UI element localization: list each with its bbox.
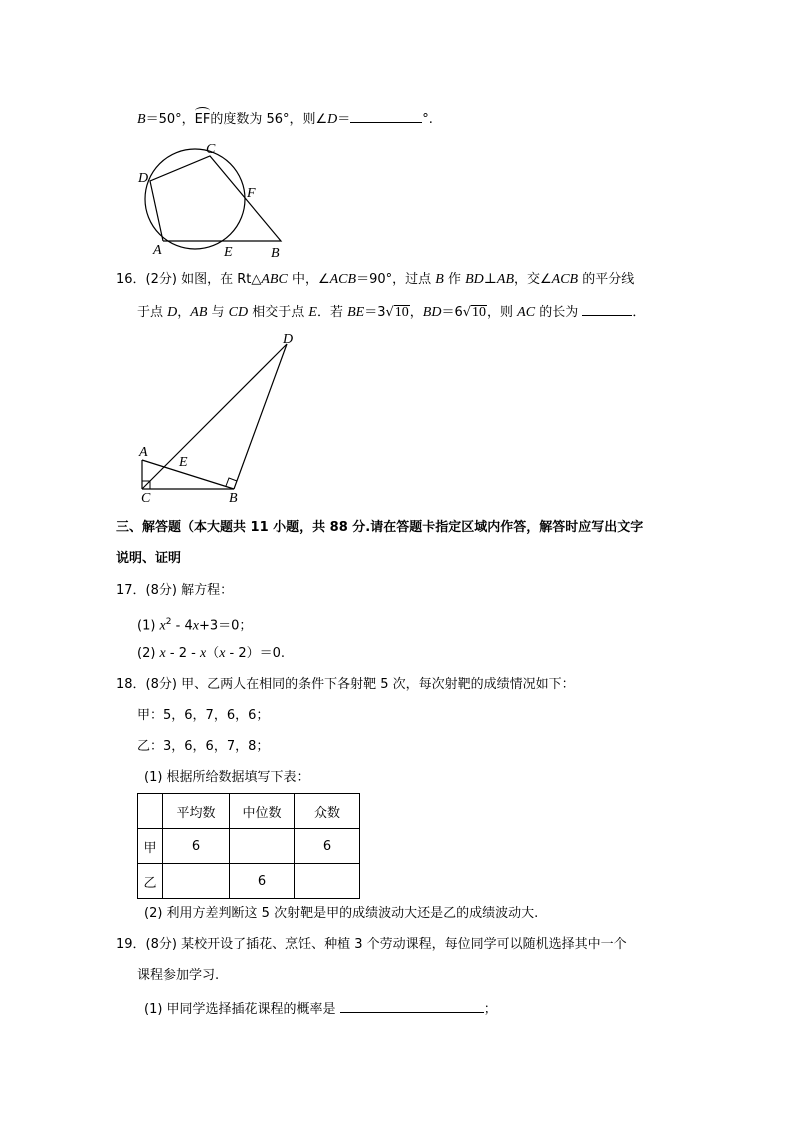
q19-line2: 课程参加学习. — [137, 968, 220, 983]
table-cell: 6 — [230, 864, 295, 899]
q15-label-e: E — [224, 245, 233, 260]
table-header-cell: 众数 — [295, 794, 360, 829]
q15-label-a: A — [153, 243, 162, 258]
q15-var-d: D — [327, 112, 338, 127]
q16-l2-e: ．若 — [316, 305, 348, 320]
q17-x1: x — [159, 618, 166, 634]
q16-radical1: √10 — [385, 305, 409, 320]
q16-l2-k: ． — [632, 305, 646, 320]
table-cell[interactable] — [163, 864, 230, 899]
table-row — [138, 829, 360, 864]
q16-ac: AC — [517, 305, 536, 320]
table-header-cell: 平均数 — [163, 794, 230, 829]
q17-x2: x — [192, 618, 199, 634]
q16-text-a: 16．(2分) 如图，在 Rt△ — [116, 272, 262, 287]
table-cell: 甲 — [138, 829, 163, 864]
table-cell: 乙 — [138, 864, 163, 899]
q16-l2-d: 相交于点 — [248, 305, 309, 320]
q15-mid: 的度数为 56°，则∠ — [210, 112, 328, 127]
q16-label-e: E — [179, 455, 188, 470]
q16-text-d: 作 — [443, 272, 466, 287]
q16-l2-g: ， — [409, 305, 423, 320]
section3-line1: 三、解答题（本大题共 11 小题，共 88 分.请在答题卡指定区域内作答，解答时应写出文字 — [116, 520, 644, 535]
q17-p1-b: - 4 — [171, 618, 193, 634]
q16-label-c: C — [141, 491, 151, 506]
q16-bd: BD — [422, 305, 442, 320]
table-header-row — [138, 794, 360, 829]
q17-part1 — [137, 614, 252, 634]
q17-p2-d: - 2）＝0. — [225, 646, 286, 661]
q16-cd-line — [142, 344, 287, 489]
q16-l2-c: 与 — [207, 305, 229, 320]
q15-var-b: B — [137, 112, 146, 127]
q19-p1-end: ； — [483, 1002, 497, 1017]
q16-label-b: B — [229, 491, 238, 506]
q18-title: 18．(8分) 甲、乙两人在相同的条件下各射靶 5 次，每次射靶的成绩情况如下： — [116, 677, 575, 692]
table-cell: 6 — [295, 829, 360, 864]
q16-l2-f: ＝3 — [364, 305, 386, 320]
q18-yi-scores: 乙：3，6，6，7，8； — [137, 739, 270, 754]
table-header-cell: 中位数 — [230, 794, 295, 829]
q16-l2-j: 的长为 — [535, 305, 583, 320]
q17-x5: x — [219, 646, 226, 661]
q16-text-e: ，交∠ — [514, 272, 552, 287]
q17-title: 17．(8分) 解方程： — [116, 583, 234, 598]
q16-text-b: 中，∠ — [287, 272, 330, 287]
q17-p2-label: (2) — [137, 646, 160, 661]
section3-line2: 说明、证明 — [116, 551, 182, 566]
table-header-cell — [138, 794, 163, 829]
q16-l2-i: ，则 — [487, 305, 518, 320]
q16-bd-ab: BD⊥AB — [465, 272, 515, 287]
q16-ab: AB — [190, 305, 208, 320]
table-cell: 6 — [163, 829, 230, 864]
q18-part1: (1) 根据所给数据填写下表： — [144, 770, 310, 785]
q18-stat-table — [137, 793, 360, 899]
table-cell[interactable] — [295, 864, 360, 899]
q19-line1: 19．(8分) 某校开设了插花、烹饪、种植 3 个劳动课程，每位同学可以随机选择其中一个 — [116, 937, 627, 952]
q15-prefix: ＝50°， — [145, 112, 195, 127]
q16-be: BE — [347, 305, 365, 320]
q15-arc-ef: EF — [194, 112, 211, 127]
q15-label-b: B — [271, 246, 280, 261]
q15-label-d: D — [138, 171, 149, 186]
q18-part2: (2) 利用方差判断这 5 次射靶是甲的成绩波动大还是乙的成绩波动大. — [144, 906, 539, 921]
q16-rad1: 10 — [394, 305, 409, 320]
q17-x3: x — [159, 646, 166, 661]
q16-b: B — [435, 272, 444, 287]
q19-p1-text: (1) 甲同学选择插花课程的概率是 — [144, 1002, 340, 1017]
q17-x4: x — [199, 646, 207, 661]
q16-d: D — [167, 305, 178, 320]
q16-rad2: 10 — [472, 305, 487, 320]
q16-l2-b: ， — [177, 305, 191, 320]
q19-answer-blank[interactable] — [340, 1000, 484, 1013]
q17-p2-c: （ — [206, 646, 220, 661]
q17-p2-b: - 2 - — [165, 646, 200, 661]
q16-label-d: D — [283, 332, 294, 347]
q15-label-f: F — [247, 186, 256, 201]
q16-text-f: 的平分线 — [578, 272, 635, 287]
table-cell[interactable] — [230, 829, 295, 864]
q16-abc: ABC — [261, 272, 288, 287]
q19-part1 — [144, 1000, 497, 1018]
q16-l2-a: 于点 — [137, 305, 168, 320]
q15-eq: ＝ — [337, 112, 351, 127]
q15-suffix: °. — [422, 112, 433, 127]
q16-l2-h: ＝6 — [441, 305, 463, 320]
q17-p1-label: (1) — [137, 618, 160, 634]
q17-sup: 2 — [165, 617, 172, 627]
q16-text-c: ＝90°，过点 — [356, 272, 436, 287]
q18-jia-scores: 甲：5，6，7，6，6； — [137, 708, 270, 723]
q17-p1-c: +3＝0； — [198, 618, 253, 634]
q16-acb2: ACB — [551, 272, 579, 287]
q16-radical2: √10 — [462, 305, 487, 320]
q16-acb: ACB — [329, 272, 357, 287]
q17-part2 — [137, 646, 285, 662]
q16-label-a: A — [139, 445, 148, 460]
q15-label-c: C — [206, 142, 216, 157]
q16-cd: CD — [228, 305, 249, 320]
q16-bd-line — [234, 344, 287, 489]
table-row — [138, 864, 360, 899]
q16-e: E — [308, 305, 317, 320]
